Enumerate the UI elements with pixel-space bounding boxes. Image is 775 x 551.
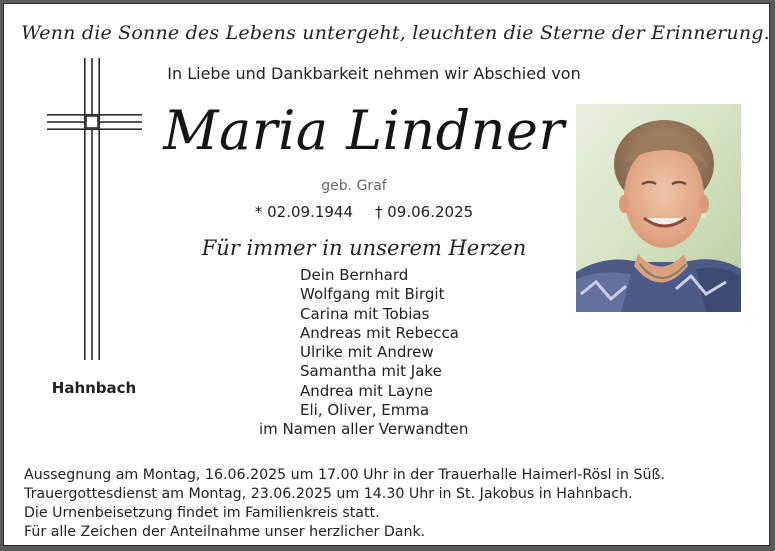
footer-line: Die Urnenbeisetzung findet im Familienkreis statt. — [24, 505, 380, 521]
birth-name: geb. Graf — [321, 178, 387, 194]
forever-line: Für immer in unserem Herzen — [201, 236, 527, 260]
mourners-list — [234, 266, 504, 440]
motto-line: Wenn die Sonne des Lebens untergeht, leuchten die Sterne der Erinnerung. — [21, 22, 770, 44]
intro-line: In Liebe und Dankbarkeit nehmen wir Abschied von — [167, 64, 581, 83]
footer-line: Trauergottesdienst am Montag, 23.06.2025 um 14.30 Uhr in St. Jakobus in Hahnbach. — [24, 486, 633, 502]
portrait-photo — [576, 104, 741, 312]
cross-icon — [47, 58, 142, 360]
death-date: † 09.06.2025 — [375, 203, 474, 221]
mourner-item: Dein Bernhard — [300, 266, 409, 284]
deceased-name: Maria Lindner — [163, 99, 565, 162]
mourner-item: Andrea mit Layne — [300, 381, 433, 400]
life-dates — [204, 203, 524, 221]
footer-line: Für alle Zeichen der Anteilnahme unser herzlicher Dank. — [24, 524, 426, 540]
mourner-item: Wolfgang mit Birgit — [300, 285, 445, 304]
mourner-closing: im Namen aller Verwandten — [259, 420, 469, 439]
mourner-item: Samantha mit Jake — [300, 362, 442, 381]
mourner-item: Eli, Oliver, Emma — [300, 401, 430, 420]
mourner-item: Andreas mit Rebecca — [300, 323, 459, 342]
mourner-item: Carina mit Tobias — [300, 304, 430, 323]
obituary-card — [3, 3, 770, 546]
place-name: Hahnbach — [51, 379, 137, 397]
footer-line: Aussegnung am Montag, 16.06.2025 um 17.00 Uhr in der Trauerhalle Haimerl-Rösl in Süß. — [24, 467, 665, 483]
birth-date: * 02.09.1944 — [254, 203, 353, 221]
mourner-item: Ulrike mit Andrew — [300, 343, 434, 362]
service-details — [24, 466, 764, 542]
